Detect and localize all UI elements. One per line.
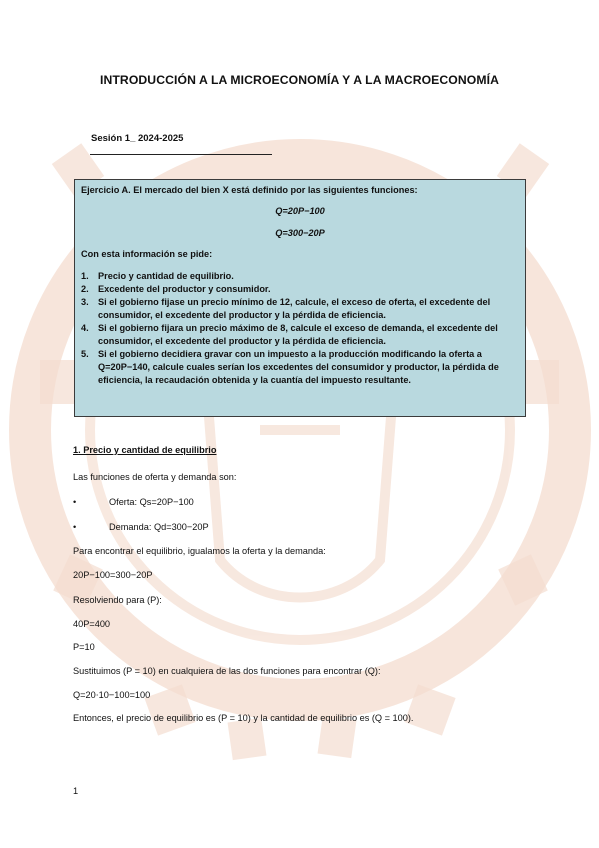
- solution-line: P=10: [73, 642, 95, 652]
- solution-line: Q=20⋅10−100=100: [73, 690, 151, 700]
- question-number: 5.: [81, 349, 89, 359]
- equation-supply: Q=20P−100: [275, 206, 325, 216]
- question-text: Precio y cantidad de equilibrio.: [98, 271, 234, 281]
- solution-line: Sustituimos (P = 10) en cualquiera de las dos funciones para encontrar (Q):: [73, 666, 381, 676]
- solution-line: Entonces, el precio de equilibrio es (P = 10) y la cantidad de equilibrio es (Q = 100).: [73, 713, 414, 723]
- solution-heading: 1. Precio y cantidad de equilibrio: [73, 445, 217, 455]
- solution-intro: Las funciones de oferta y demanda son:: [73, 472, 237, 482]
- document-title: INTRODUCCIÓN A LA MICROECONOMÍA Y A LA MACROECONOMÍA: [99, 73, 500, 87]
- exercise-question: [81, 322, 519, 348]
- solution-line: Resolviendo para (P):: [73, 595, 162, 605]
- equation-demand: Q=300−20P: [275, 228, 325, 238]
- exercise-question: [81, 283, 519, 296]
- session-label: Sesión 1_ 2024-2025: [91, 133, 184, 144]
- question-number: 2.: [81, 284, 89, 294]
- question-number: 4.: [81, 323, 89, 333]
- question-number: 1.: [81, 271, 89, 281]
- exercise-box: [74, 179, 526, 417]
- exercise-question-list: [81, 270, 519, 387]
- bullet-icon: •: [73, 497, 77, 507]
- exercise-intro: Con esta información se pide:: [81, 249, 213, 259]
- solution-line: 20P−100=300−20P: [73, 570, 153, 580]
- question-number: 3.: [81, 297, 89, 307]
- bullet-icon: •: [73, 522, 77, 532]
- bullet-text: Oferta: Qs=20P−100: [109, 497, 194, 507]
- question-text: Si el gobierno fijase un precio mínimo de 12, calcule, el exceso de oferta, el excedente del consumidor, el excedente del productor y la pérdida de eficiencia.: [98, 297, 491, 320]
- solution-line: 40P=400: [73, 619, 111, 629]
- exercise-question: [81, 296, 519, 322]
- question-text: Si el gobierno decidiera gravar con un impuesto a la producción modificando la oferta a Q=20P−140, calcule cuales serían los excedentes del consumidor y productor, la pérdida de eficiencia, la recaudación obtenida y la cuantía del impuesto resultante.: [98, 349, 499, 385]
- exercise-heading: Ejercicio A. El mercado del bien X está definido por las siguientes funciones:: [81, 185, 418, 195]
- exercise-question: [81, 348, 519, 387]
- question-text: Excedente del productor y consumidor.: [98, 284, 271, 294]
- exercise-question: [81, 270, 519, 283]
- bullet-text: Demanda: Qd=300−20P: [109, 522, 209, 532]
- session-underline: [90, 154, 272, 155]
- solution-line: Para encontrar el equilibrio, igualamos la oferta y la demanda:: [73, 546, 326, 556]
- page-number: 1: [73, 786, 79, 796]
- question-text: Si el gobierno fijara un precio máximo de 8, calcule el exceso de demanda, el excedente del consumidor, el excedente del productor y la pérdida de eficiencia.: [98, 323, 498, 346]
